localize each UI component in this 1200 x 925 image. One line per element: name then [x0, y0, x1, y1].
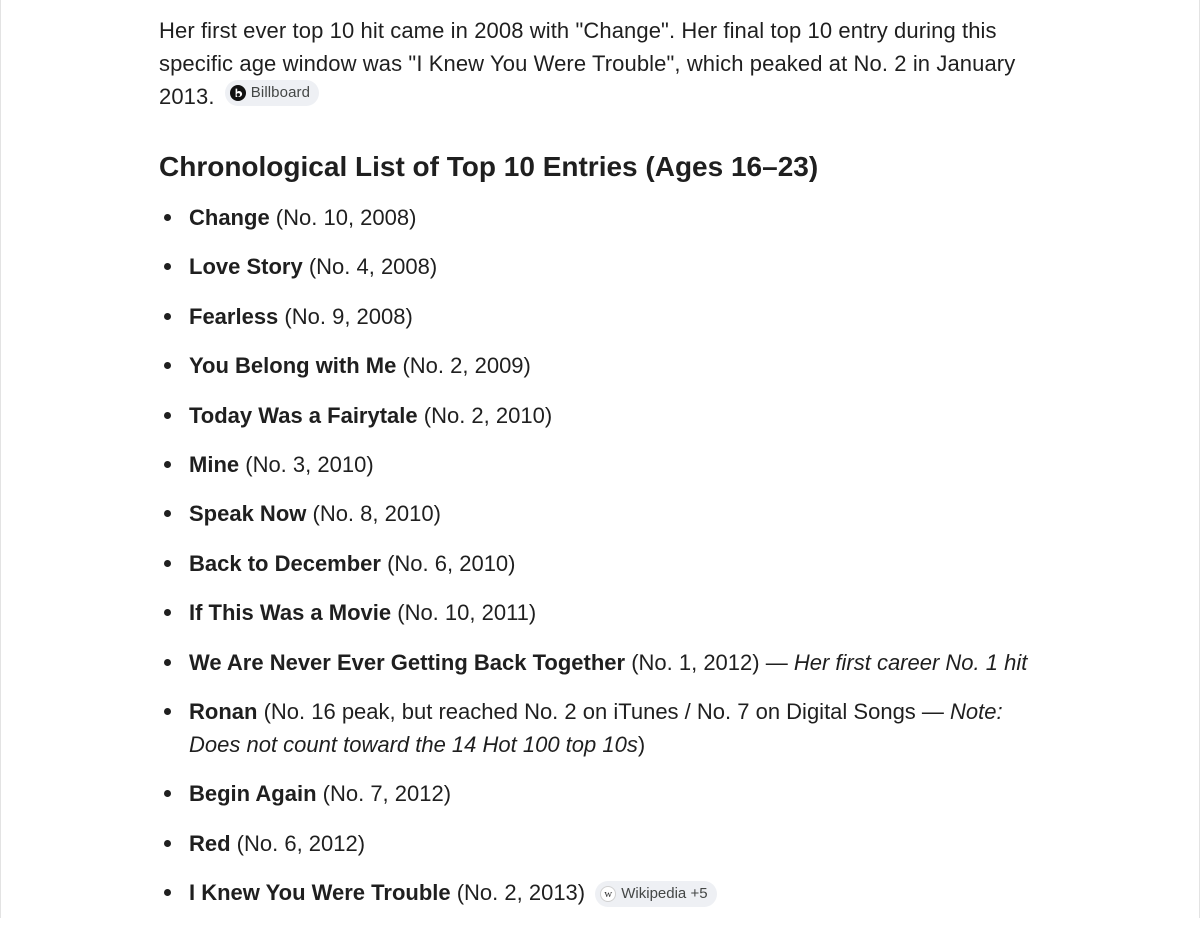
song-detail: (No. 3, 2010)	[239, 451, 374, 477]
bullet-icon	[164, 560, 171, 567]
source-chip-label: Billboard	[250, 84, 311, 101]
top10-list	[159, 201, 1059, 909]
response-content	[159, 14, 1059, 925]
song-detail: (No. 6, 2010)	[380, 550, 516, 576]
bullet-icon	[164, 461, 171, 468]
intro-paragraph	[159, 14, 1059, 113]
list-item	[159, 300, 1059, 333]
bullet-icon	[164, 313, 171, 320]
list-item	[159, 547, 1059, 580]
bullet-icon	[164, 659, 171, 666]
song-title: Change	[189, 205, 270, 230]
song-title: Begin Again	[189, 781, 317, 807]
source-chip-wikipedia[interactable]	[595, 881, 716, 907]
song-title: We Are Never Ever Getting Back Together	[189, 649, 626, 675]
song-note: Note: Does not count toward the 14 Hot 100 top 10s	[189, 698, 1003, 757]
list-item	[159, 448, 1059, 481]
song-title: Back to December	[189, 550, 381, 576]
list-item	[159, 201, 1059, 234]
song-title: Today Was a Fairytale	[189, 402, 418, 428]
song-detail: (No. 1, 2012) —	[625, 649, 794, 675]
song-detail: (No. 16 peak, but reached No. 2 on iTunes / No. 7 on Digital Songs —	[257, 698, 951, 724]
song-detail: (No. 8, 2010)	[306, 501, 441, 527]
intro-text: Her first ever top 10 hit came in 2008 with "Change". Her final top 10 entry during this specific age window was "I Knew You Were Trouble", which peaked at No. 2 in January 2013.	[159, 18, 1016, 109]
list-item	[159, 777, 1059, 810]
bullet-icon	[164, 214, 171, 221]
list-item	[159, 497, 1059, 530]
song-detail: (No. 2, 2013)	[450, 880, 586, 906]
song-detail: (No. 4, 2008)	[302, 254, 438, 280]
song-title: If This Was a Movie	[189, 600, 392, 626]
bullet-icon	[164, 708, 171, 715]
list-item	[159, 876, 1059, 909]
song-detail: (No. 7, 2012)	[316, 781, 452, 807]
list-item	[159, 596, 1059, 629]
list-item	[159, 250, 1059, 283]
bullet-icon	[164, 840, 171, 847]
song-title: You Belong with Me	[189, 353, 397, 379]
song-title: Mine	[189, 451, 240, 477]
page-edge-left	[0, 0, 1, 918]
source-chip-label: Wikipedia +5	[621, 885, 708, 903]
song-detail-end: )	[637, 731, 646, 757]
bullet-icon	[164, 412, 171, 419]
bullet-icon	[164, 889, 171, 896]
song-detail: (No. 10, 2011)	[391, 600, 537, 626]
bullet-icon	[164, 510, 171, 517]
list-item	[159, 646, 1059, 679]
song-detail: (No. 2, 2010)	[417, 402, 553, 428]
section-heading: Chronological List of Top 10 Entries (Ages 16–23)	[159, 151, 819, 182]
wikipedia-logo-icon: w	[600, 886, 616, 902]
song-detail: (No. 9, 2008)	[278, 303, 413, 329]
song-title: Love Story	[189, 254, 303, 280]
song-detail: (No. 2, 2009)	[396, 353, 531, 379]
song-detail: (No. 10, 2008)	[269, 205, 417, 230]
song-title: Fearless	[189, 303, 279, 329]
song-note: Her first career No. 1 hit	[793, 649, 1028, 675]
billboard-logo-icon	[230, 85, 246, 101]
list-item	[159, 399, 1059, 432]
song-title: Red	[189, 830, 231, 856]
bullet-icon	[164, 362, 171, 369]
song-title: Ronan	[189, 698, 258, 724]
list-item	[159, 695, 1059, 761]
bullet-icon	[164, 609, 171, 616]
bullet-icon	[164, 790, 171, 797]
list-item	[159, 349, 1059, 382]
song-detail: (No. 6, 2012)	[230, 830, 366, 856]
song-title: Speak Now	[189, 501, 307, 527]
list-item	[159, 827, 1059, 860]
bullet-icon	[164, 263, 171, 270]
source-chip-billboard[interactable]	[225, 80, 319, 106]
song-title: I Knew You Were Trouble	[189, 880, 451, 906]
